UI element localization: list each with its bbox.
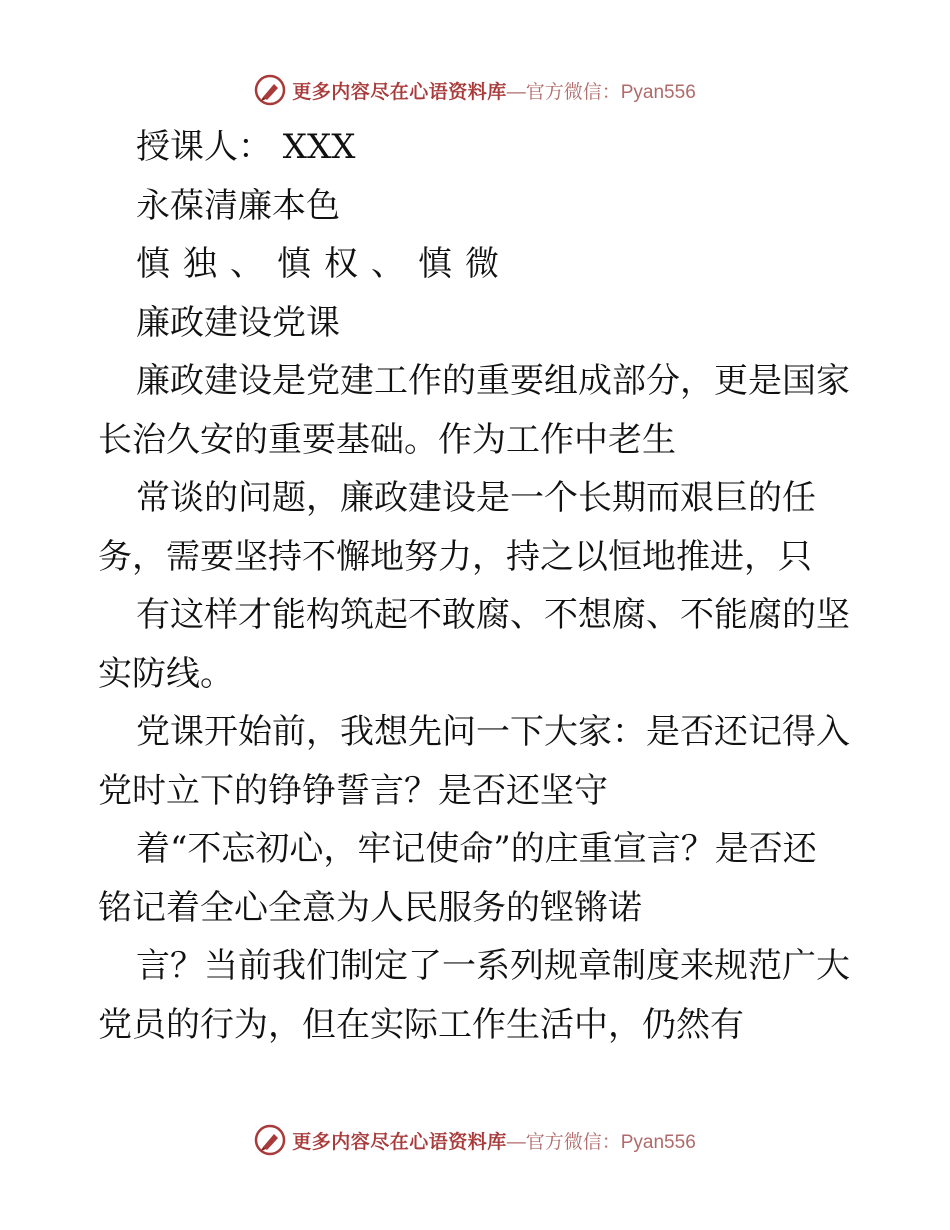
course-title-line: 廉政建设党课 [136,302,340,343]
paragraph-line: 党员的行为，但在实际工作生活中，仍然有 [98,1004,744,1045]
header-wechat-text: —官方微信：Pyan556 [506,81,696,103]
paragraph-line: 言？当前我们制定了一系列规章制度来规范广大 [136,946,850,986]
paragraph-line: 常谈的问题，廉政建设是一个长期而艰巨的任 [136,478,816,518]
paragraph-line: 廉政建设是党建工作的重要组成部分，更是国家 [136,361,850,401]
subtitle-line: 慎独、慎权、慎微 [136,244,512,284]
paragraph-line: 党课开始前，我想先问一下大家：是否还记得入 [136,712,850,752]
lecturer-line: 授课人： XXX [136,127,356,167]
paragraph-line: 务，需要坚持不懈地努力，持之以恒地推进，只 [98,536,812,577]
paragraph-line: 实防线。 [98,653,234,694]
footer-banner [0,1120,950,1160]
paragraph-line: 铭记着全心全意为人民服务的铿锵诺 [98,887,642,928]
header-site-text: 更多内容尽在心语资料库 [292,80,507,103]
paragraph-line: 有这样才能构筑起不敢腐、不想腐、不能腐的坚 [136,595,850,635]
pen-logo-icon [254,74,286,106]
paragraph-line: 着“不忘初心，牢记使命”的庄重宣言？是否还 [136,829,817,869]
paragraph-line: 长治久安的重要基础。作为工作中老生 [98,419,676,460]
footer-wechat-text: —官方微信：Pyan556 [506,1131,696,1153]
header-banner [0,70,950,110]
document-body [98,118,858,1054]
title-line: 永葆清廉本色 [136,185,340,226]
pen-logo-icon [254,1124,286,1156]
footer-site-text: 更多内容尽在心语资料库 [292,1130,507,1153]
paragraph-line: 党时立下的铮铮誓言？是否还坚守 [98,770,608,811]
